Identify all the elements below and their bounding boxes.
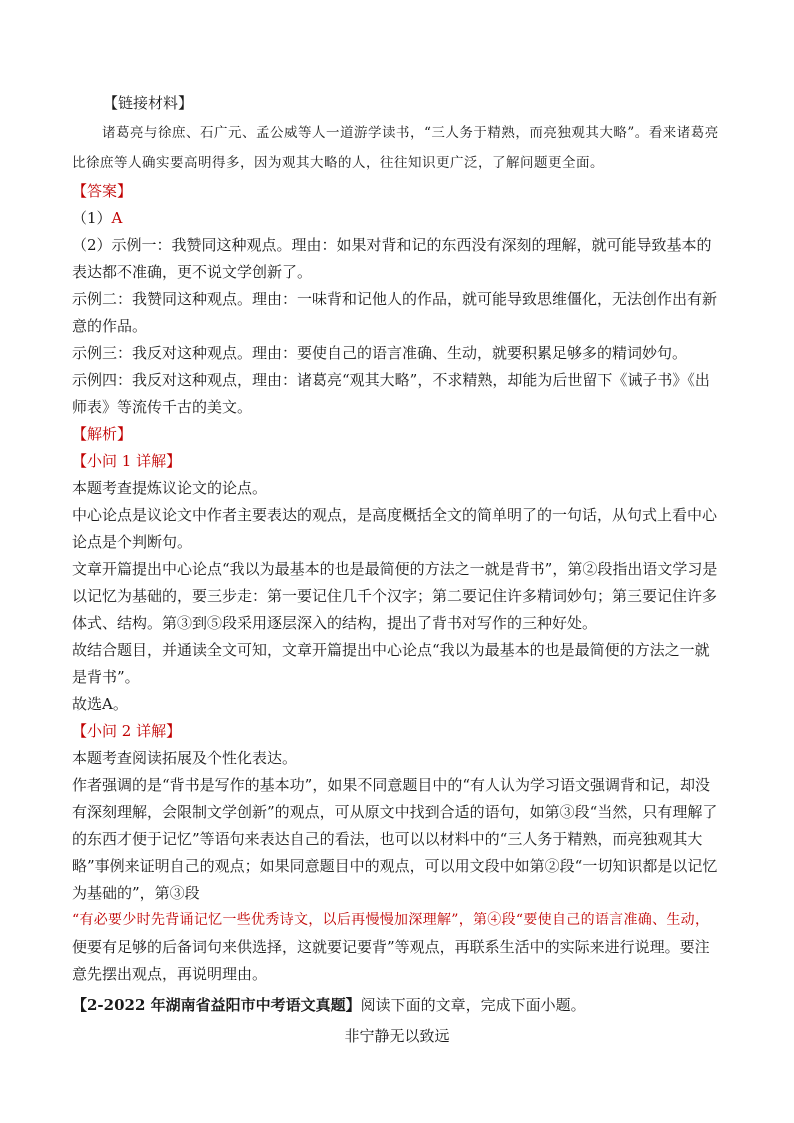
- sub2-paragraph-2-end: 便要有足够的后备词句来供选择，这就要记要背”等观点，再联系生活中的实际来进行说理。要注意先摆出观点，再说明理由。: [72, 938, 710, 983]
- link-material-heading: 【链接材料】: [103, 94, 194, 112]
- answer-example3: 示例三：我反对这种观点。理由：要使自己的语言准确、生动，就要积累足够多的精词妙句。: [72, 344, 688, 362]
- sub1-paragraph-1: 本题考查提炼议论文的论点。: [72, 479, 268, 497]
- article-title: 非宁静无以致远: [344, 1027, 450, 1045]
- answer-heading: 【答案】: [72, 182, 133, 200]
- answer-example4: 示例四：我反对这种观点，理由：诸葛亮“观其大略”，不求精熟，却能为后世留下《诫子书》《出师表》等流传千古的美文。: [72, 371, 710, 416]
- sub1-paragraph-2: 中心论点是议论文中作者主要表达的观点，是高度概括全文的简单明了的一句话，从句式上看中心论点是个判断句。: [72, 506, 718, 551]
- next-question-line: [72, 990, 722, 1020]
- document-content: [72, 88, 722, 1050]
- sub-question-1-heading: 【小问 1 详解】: [72, 452, 182, 470]
- sub2-paragraph-2: 作者强调的是“背书是写作的基本功”，如果不同意题目中的“有人认为学习语文强调背和记，却没有深刻理解，会限制文学创新”的观点，可从原文中找到合适的语句，如第③段“当然，只有理解了的东西才便于记忆”等语句来表达自己的看法，也可以以材料中的“三人务于精熟，而亮独观其大略”事例来证明自己的观点；如果同意题目中的观点，可以用文段中如第②段“一切知识都是以记忆为基础的”，第③段: [72, 776, 718, 902]
- sub1-paragraph-5: 故选A。: [72, 695, 128, 713]
- answer-q1-prefix: （1）: [72, 209, 112, 227]
- sub1-paragraph-4: 故结合题目，并通读全文可知，文章开篇提出中心论点“我以为最基本的也是最简便的方法之一就是背书”。: [72, 641, 710, 686]
- answer-example2: 示例二：我赞同这种观点。理由：一味背和记他人的作品，就可能导致思维僵化，无法创作出有新意的作品。: [72, 290, 718, 335]
- answer-q2-example1: （2）示例一：我赞同这种观点。理由：如果对背和记的东西没有深刻的理解，就可能导致基本的表达都不准确，更不说文学创新了。: [72, 236, 712, 281]
- answer-q1: [72, 205, 722, 232]
- next-question-label: 【2-2022 年湖南省益阳市中考语文真题】: [72, 996, 361, 1014]
- sub-question-2-heading: 【小问 2 详解】: [72, 722, 182, 740]
- next-question-instruction: 阅读下面的文章，完成下面小题。: [360, 996, 586, 1014]
- sub2-paragraph-2-quote: “有必要少时先背诵记忆一些优秀诗文，以后再慢慢加深理解”，第④段“要使自己的语言准确、生动，: [72, 912, 710, 928]
- link-material-body: 诸葛亮与徐庶、石广元、孟公威等人一道游学读书，“三人务于精熟，而亮独观其大略”。看来诸葛亮比徐庶等人确实要高明得多，因为观其大略的人，往往知识更广泛，了解问题更全面。: [72, 125, 719, 171]
- answer-q1-value: A: [111, 209, 123, 227]
- sub1-paragraph-3: 文章开篇提出中心论点“我以为最基本的也是最简便的方法之一就是背书”，第②段指出语文学习是以记忆为基础的，要三步走：第一要记住几千个汉字；第二要记住许多精词妙句；第三要记住许多体式、结构。第③到⑤段采用逐层深入的结构，提出了背书对写作的三种好处。: [72, 560, 718, 632]
- sub2-paragraph-1: 本题考查阅读拓展及个性化表达。: [72, 749, 298, 767]
- analysis-heading: 【解析】: [72, 425, 133, 443]
